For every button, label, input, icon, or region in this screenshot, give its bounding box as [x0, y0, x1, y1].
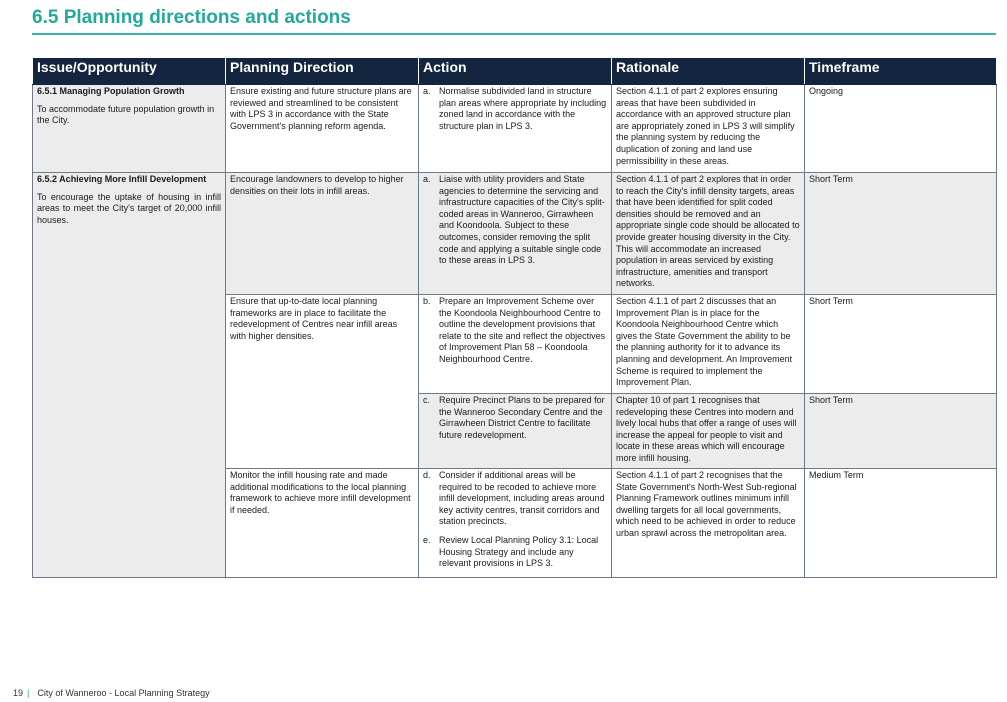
action-item [423, 174, 607, 267]
action-text: Normalise subdivided land in structure plan areas where appropriate by including zoned land in accordance with the structure plan in LPS 3. [439, 86, 607, 131]
direction-cell: Monitor the infill housing rate and made additional modifications to the local planning framework to achieve more infill development if needed. [226, 469, 419, 578]
action-letter: a. [423, 174, 431, 184]
action-letter: e. [423, 534, 431, 545]
table-header-row [33, 58, 997, 85]
action-cell [419, 469, 612, 578]
header-timeframe: Timeframe [805, 58, 997, 85]
issue-cell [33, 85, 226, 173]
header-rationale: Rationale [612, 58, 805, 85]
header-action: Action [419, 58, 612, 85]
timeframe-cell: Short Term [805, 295, 997, 394]
action-cell [419, 295, 612, 394]
action-text: Consider if additional areas will be required to be recoded to achieve more infill development, including areas around key activity centres, transit corridors and station precincts. [439, 470, 605, 527]
action-item [423, 86, 607, 132]
action-cell [419, 173, 612, 295]
table-row [33, 85, 997, 173]
action-item [423, 535, 607, 570]
header-direction: Planning Direction [226, 58, 419, 85]
table-row [33, 173, 997, 295]
title-divider [32, 33, 996, 35]
action-item [423, 296, 607, 366]
header-issue: Issue/Opportunity [33, 58, 226, 85]
page-title: 6.5 Planning directions and actions [32, 7, 351, 28]
issue-title: 6.5.2 Achieving More Infill Development [37, 174, 207, 184]
page-number: 19 [13, 688, 24, 698]
rationale-cell: Chapter 10 of part 1 recognises that redeveloping these Centres into modern and lively local hubs that offer a range of uses will increase the appeal for people to visit and locate in these areas which will encourage more infill housing. [612, 394, 805, 469]
action-text: Require Precinct Plans to be prepared for the Wanneroo Secondary Centre and the Girrawheen District Centre to facilitate future redevelopment. [439, 395, 605, 440]
action-cell [419, 85, 612, 173]
action-letter: d. [423, 470, 431, 480]
timeframe-cell: Short Term [805, 394, 997, 469]
direction-cell: Encourage landowners to develop to higher densities on their lots in infill areas. [226, 173, 419, 295]
action-letter: b. [423, 296, 431, 306]
issue-description: To accommodate future population growth in the City. [37, 103, 215, 126]
page-footer [13, 688, 210, 698]
action-cell [419, 394, 612, 469]
timeframe-cell: Short Term [805, 173, 997, 295]
planning-table [32, 57, 997, 578]
issue-title: 6.5.1 Managing Population Growth [37, 86, 185, 96]
issue-cell [33, 173, 226, 578]
document-name: City of Wanneroo - Local Planning Strategy [37, 688, 210, 698]
timeframe-cell: Ongoing [805, 85, 997, 173]
rationale-cell: Section 4.1.1 of part 2 explores that in order to reach the City's infill density targets, areas that have been identified for split coded densities should be removed and an appropriate single code should be allocated to provide greater housing diversity in the City. This will accommodate an increased population in areas serviced by existing infrastructure, amenities and transport networks. [612, 173, 805, 295]
rationale-cell: Section 4.1.1 of part 2 discusses that an Improvement Plan is in place for the Koondoola Neighbourhood Centre which gives the State Government the ability to be the planning authority for it to advance its planning and development. An Improvement Scheme is required to implement the Improvement Plan. [612, 295, 805, 394]
action-letter: a. [423, 86, 431, 96]
action-text: Review Local Planning Policy 3.1: Local Housing Strategy and include any relevant provisions in LPS 3. [439, 534, 599, 569]
direction-cell: Ensure existing and future structure plans are reviewed and streamlined to be consistent with LPS 3 in accordance with the State Government's planning reform agenda. [226, 85, 419, 173]
action-text: Liaise with utility providers and State agencies to determine the servicing and infrastructure capacities of the City's split-coded areas in Wanneroo, Girrawheen and Koondoola. Subject to these outcomes, consider removing the split code and applying a suitable single code to these areas in LPS 3. [439, 174, 605, 266]
rationale-cell: Section 4.1.1 of part 2 explores ensuring areas that have been subdivided in accordance with an approved structure plan are appropriately zoned in LPS 3 will simplify the planning system by reducing the duplication of zoning and land use permissibility in these areas. [612, 85, 805, 173]
footer-separator: | [27, 688, 30, 698]
action-item [423, 395, 607, 441]
rationale-cell: Section 4.1.1 of part 2 recognises that the State Government's North-West Sub-regional Planning Framework outlines minimum infill dwelling targets for all local governments, which need to be achieved in order to reduce urban sprawl across the metropolitan area. [612, 469, 805, 578]
issue-description: To encourage the uptake of housing in infill areas to meet the City's target of 20,000 infill houses. [37, 191, 221, 225]
timeframe-cell: Medium Term [805, 469, 997, 578]
direction-cell: Ensure that up-to-date local planning frameworks are in place to facilitate the redevelopment of Centres near infill areas with higher densities. [226, 295, 419, 469]
action-item [423, 470, 607, 528]
action-letter: c. [423, 395, 431, 405]
action-text: Prepare an Improvement Scheme over the Koondoola Neighbourhood Centre to outline the development provisions that relate to the site and reflect the objectives of Improvement Plan 58 – Koondoola Neighbourhood Centre. [439, 296, 606, 364]
